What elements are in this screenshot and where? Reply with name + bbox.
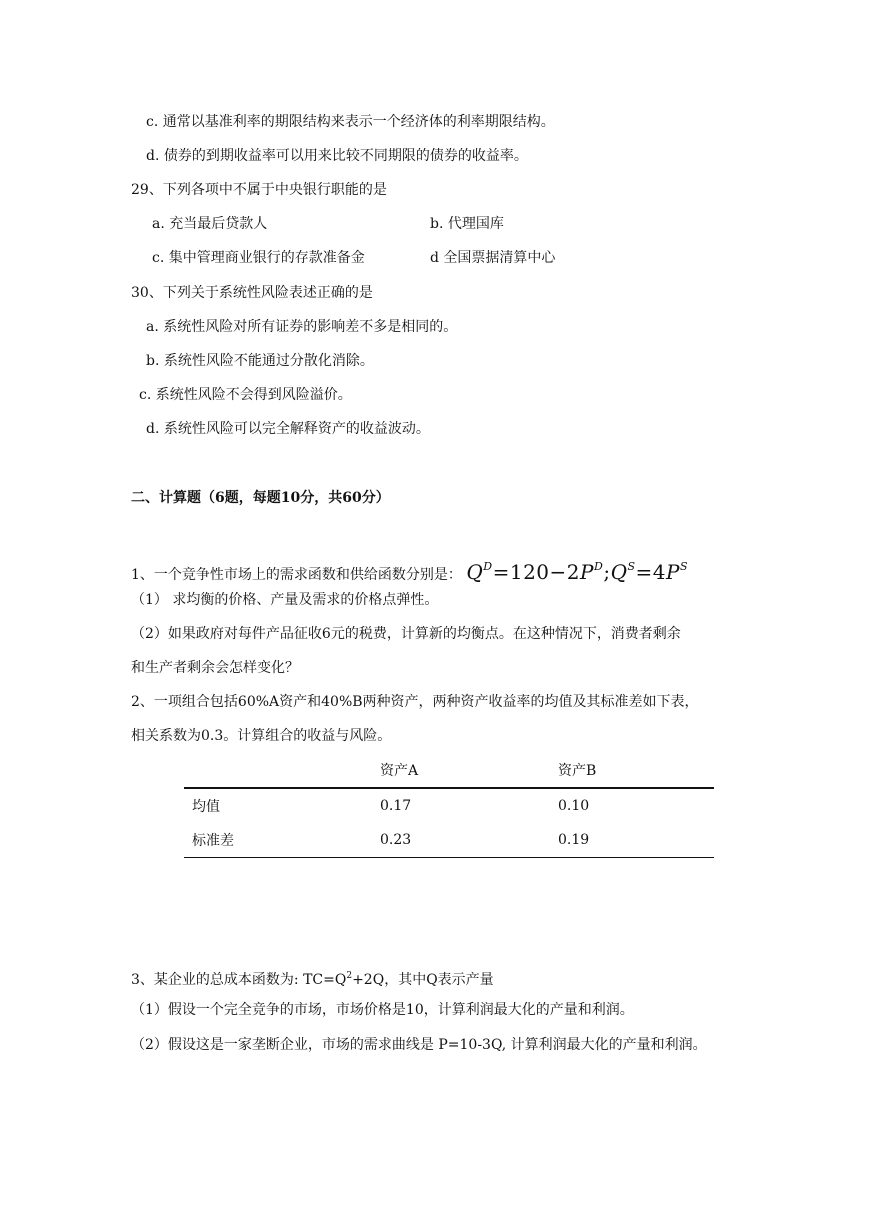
table-cell: 0.10 <box>558 798 590 814</box>
problem2-line2: 相关系数为0.3。计算组合的收益与风险。 <box>131 728 392 744</box>
table-header-cell <box>184 753 372 788</box>
problem3-stem: 3、某企业的总成本函数为: $TC=Q^2+2Q$，其中Q表示产量 <box>131 971 494 988</box>
q30-option-b: b. 系统性风险不能通过分散化消除。 <box>146 353 374 369</box>
problem2-line1: 2、一项组合包括60%A资产和40%B两种资产，两种资产收益率的均值及其标准差如下表， <box>131 694 699 710</box>
q29-option-c: c. 集中管理商业银行的存款准备金 <box>152 250 365 266</box>
q28-option-c: c. 通常以基准利率的期限结构来表示一个经济体的利率期限结构。 <box>146 114 555 130</box>
table-cell: 0.23 <box>380 832 412 848</box>
q29-stem: 29、下列各项中不属于中央银行职能的是 <box>131 182 387 198</box>
problem1-stem: 1、一个竞争性市场上的需求函数和供给函数分别是： <box>131 567 462 583</box>
q29-option-d: d 全国票据清算中心 <box>430 250 556 266</box>
table-header-cell: 资产A <box>380 763 419 779</box>
problem1-sub2-line1: （2）如果政府对每件产品征收6元的税费，计算新的均衡点。在这种情况下，消费者剩余 <box>131 626 681 642</box>
table-cell: 均值 <box>192 799 220 815</box>
problem3-sub2: （2）假设这是一家垄断企业，市场的需求曲线是 P=10-3Q, 计算利润最大化的产量和利润。 <box>131 1037 707 1053</box>
q30-stem: 30、下列关于系统性风险表述正确的是 <box>131 285 373 301</box>
problem1-sub1: （1） 求均衡的价格、产量及需求的价格点弹性。 <box>131 592 439 608</box>
q29-option-a: a. 充当最后贷款人 <box>152 216 268 232</box>
table-header-cell: 资产B <box>558 763 597 779</box>
problem3-sub1: （1）假设一个完全竞争的市场，市场价格是10，计算利润最大化的产量和利润。 <box>131 1002 634 1018</box>
q30-option-a: a. 系统性风险对所有证券的影响差不多是相同的。 <box>146 319 458 335</box>
q30-option-c: c. 系统性风险不会得到风险溢价。 <box>139 387 352 403</box>
table-header-row <box>184 753 714 788</box>
section-heading: 二、计算题（6题，每题10分，共60分） <box>131 490 390 506</box>
asset-stats-table <box>184 753 714 858</box>
table-row <box>184 788 714 823</box>
problem1-stem-line <box>131 555 688 587</box>
q29-option-b: b. 代理国库 <box>430 216 504 232</box>
problem1-sub2-line2: 和生产者剩余会怎样变化？ <box>131 660 299 676</box>
q28-option-d: d. 债券的到期收益率可以用来比较不同期限的债券的收益率。 <box>146 148 528 164</box>
table-cell: 0.17 <box>380 798 412 814</box>
q30-option-d: d. 系统性风险可以完全解释资产的收益波动。 <box>146 421 430 437</box>
table-cell: 标准差 <box>192 833 234 849</box>
table-row <box>184 823 714 858</box>
table-cell: 0.19 <box>558 832 590 848</box>
supply-demand-formula: $Q^D=120-2P^D;Q^S=4P^S$ <box>466 560 689 584</box>
